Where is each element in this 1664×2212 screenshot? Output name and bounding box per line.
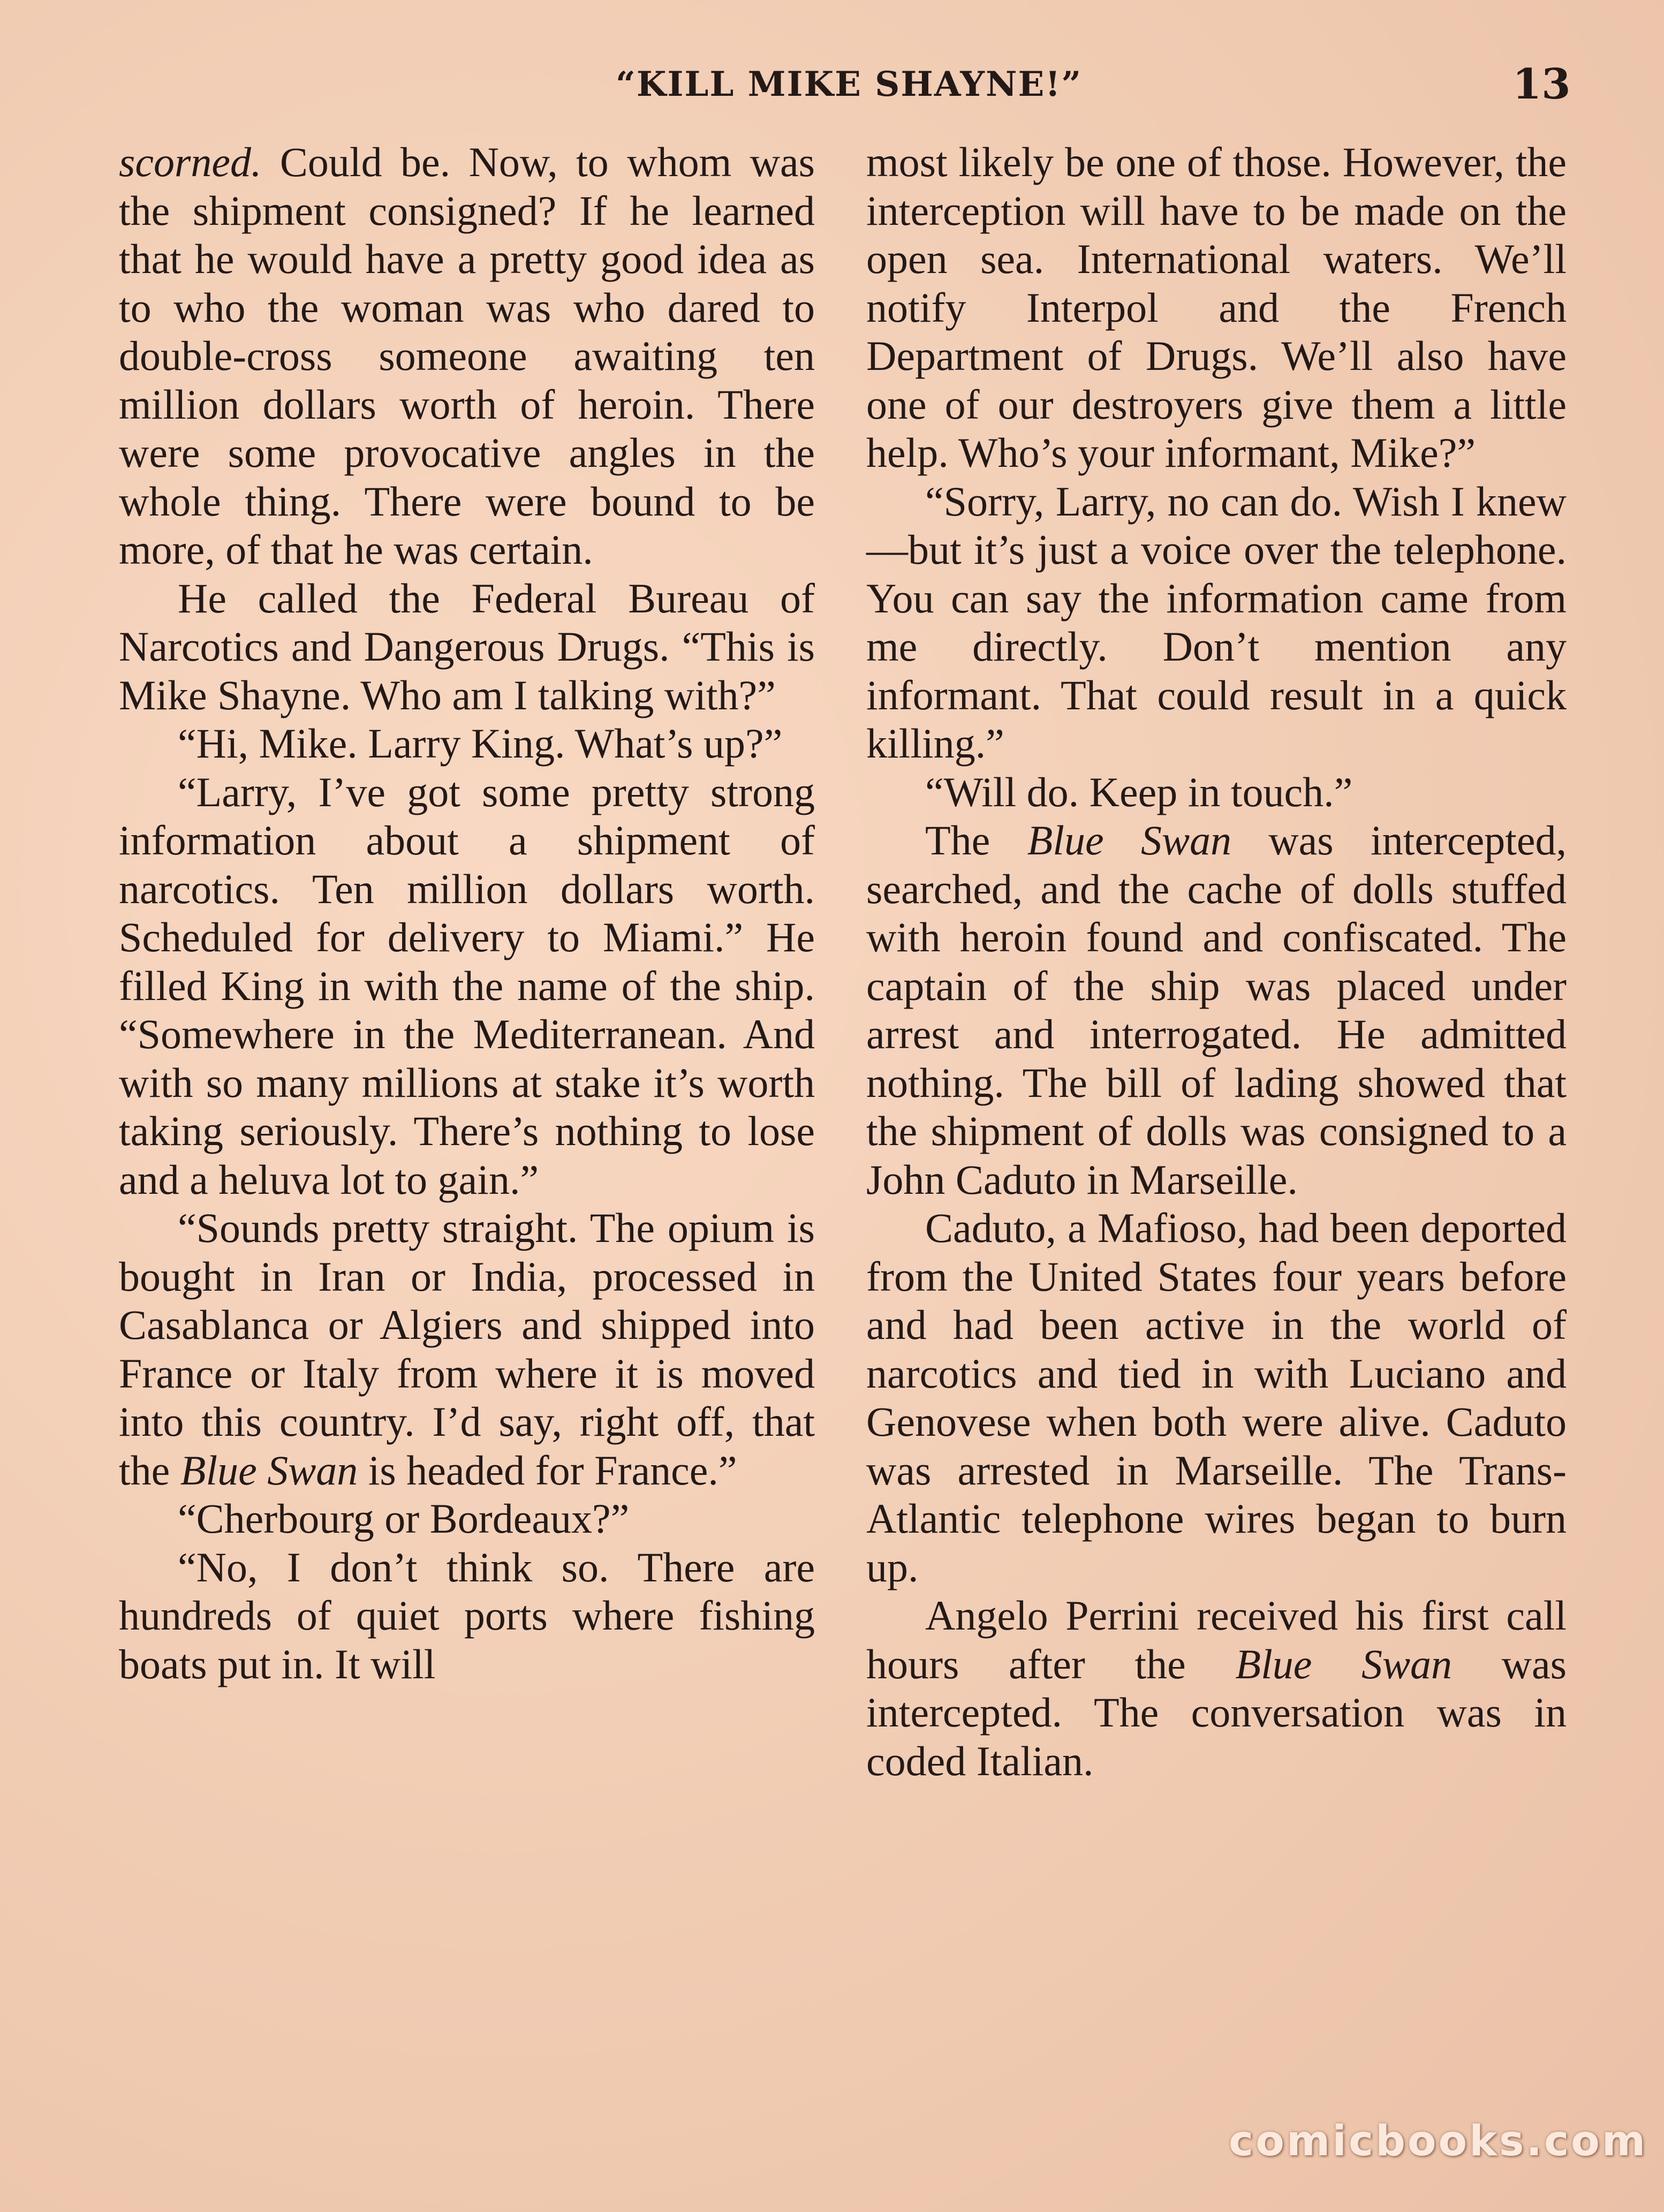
ship-name: Blue Swan xyxy=(1027,817,1231,863)
paragraph: Caduto, a Mafioso, had been deported from the United States four years before and had been active in the world of narcotics and tied in with Luciano and Genovese when both were alive. Caduto was arrested in Marseille. The Trans-Atlantic telephone wires began to burn up. xyxy=(866,1205,1567,1590)
left-column xyxy=(119,138,815,1688)
paragraph: “Sorry, Larry, no can do. Wish I knew—but it’s just a voice over the telephone. You can say the information came from me directly. Don’t mention any informant. That could result in a quick killing.” xyxy=(866,478,1567,767)
paragraph: “Hi, Mike. Larry King. What’s up?” xyxy=(178,720,783,767)
paragraph: The Blue Swan was intercepted, searched, and the cache of dolls stuffed with heroin found and confiscated. The captain of the ship was placed under arrest and interrogated. He admitted nothing. The bill of lading showed that the shipment of dolls was consigned to a John Caduto in Marseille. xyxy=(866,817,1567,1203)
page-number: 13 xyxy=(1512,60,1571,109)
paragraph: “Cherbourg or Bordeaux?” xyxy=(178,1495,630,1542)
emphasis: scorned. xyxy=(119,139,262,185)
paragraph: “Will do. Keep in touch.” xyxy=(925,768,1353,815)
watermark: comicbooks.com xyxy=(1229,2117,1648,2165)
ship-name: Blue Swan xyxy=(1235,1640,1453,1687)
paragraph: scorned. Could be. Now, to whom was the shipment consigned? If he learned that he would have a pretty good idea as to who the woman was who dared to double-cross someone awaiting ten million dollars worth of heroin. There were some provocative angles in the whole thing. There were bound to be more, of that he was certain. xyxy=(119,139,815,573)
paragraph: “Sounds pretty straight. The opium is bought in Iran or India, processed in Casablanca or Algiers and shipped into France or Italy from where it is moved into this country. I’d say, right off, that the Blue Swan is headed for France.” xyxy=(119,1205,815,1494)
paragraph: “No, I don’t think so. There are hundreds of quiet ports where fishing boats put in. It will xyxy=(119,1543,815,1687)
right-column xyxy=(866,138,1567,1785)
page-header xyxy=(0,60,1664,123)
ship-name: Blue Swan xyxy=(180,1446,358,1494)
paragraph: He called the Federal Bureau of Narcotics and Dangerous Drugs. “This is Mike Shayne. Who am I talking with?” xyxy=(119,574,815,718)
paragraph: most likely be one of those. However, the interception will have to be made on the open sea. International waters. We’ll notify Interpol and the French Department of Drugs. We’ll also have one of our destroyers give them a little help. Who’s your informant, Mike?” xyxy=(866,139,1567,476)
paragraph: Angelo Perrini received his first call hours after the Blue Swan was intercepted. The conversation was in coded Italian. xyxy=(866,1592,1567,1784)
running-title: “KILL MIKE SHAYNE!” xyxy=(616,64,1083,104)
paragraph: “Larry, I’ve got some pretty strong information about a shipment of narcotics. Ten million dollars worth. Scheduled for delivery to Miami.” He filled King in with the name of the ship. “Somewhere in the Mediterranean. And with so many millions at stake it’s worth taking seriously. There’s nothing to lose and a heluva lot to gain.” xyxy=(119,768,815,1203)
